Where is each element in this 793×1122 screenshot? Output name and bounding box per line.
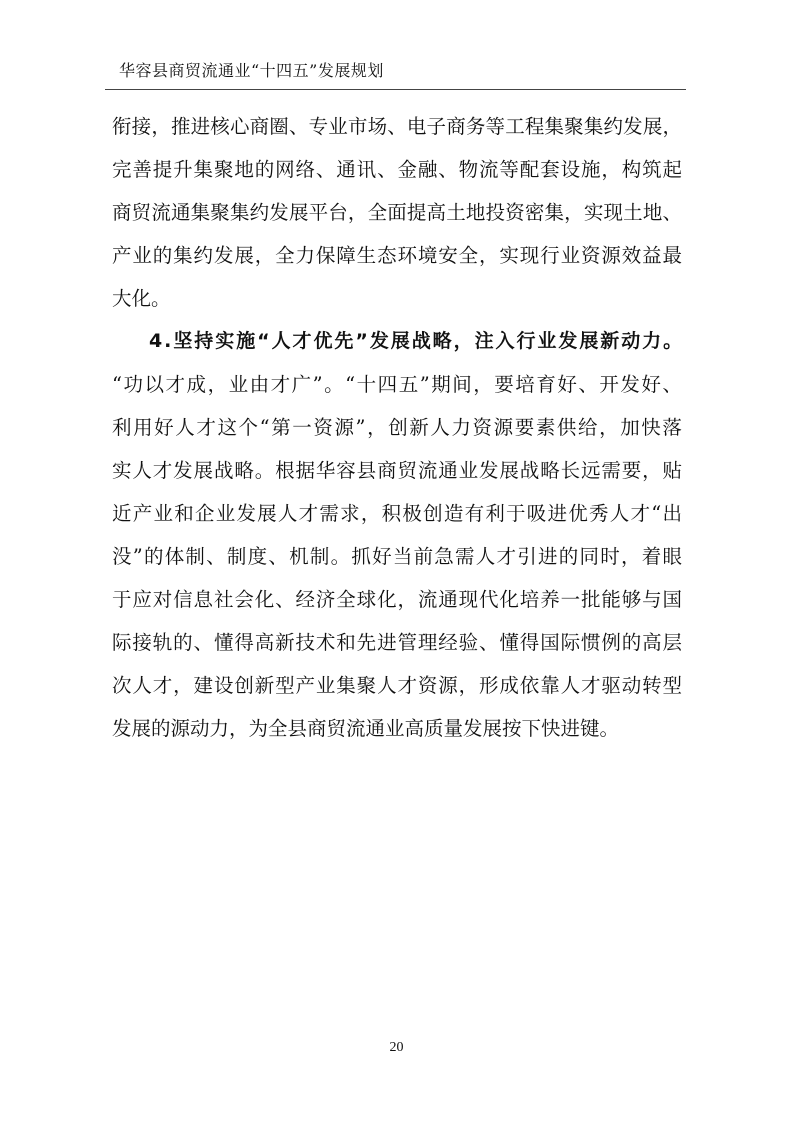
body-text-line: 利用好人才这个“第一资源”，创新人力资源要素供给，加快落 [112, 416, 684, 439]
body-text-line: 实人才发展战略。根据华容县商贸流通业发展战略长远需要，贴 [112, 459, 683, 482]
running-header: 华容县商贸流通业“十四五”发展规划 [119, 61, 384, 80]
body-text-line: 际接轨的、懂得高新技术和先进管理经验、懂得国际惯例的高层 [112, 631, 683, 654]
body-text-line: 次人才，建设创新型产业集聚人才资源，形成依靠人才驱动转型 [112, 674, 683, 697]
body-text-line: 发展的源动力，为全县商贸流通业高质量发展按下快进键。 [112, 717, 620, 740]
body-text-line: 商贸流通集聚集约发展平台，全面提高土地投资密集，实现土地、 [112, 201, 683, 224]
body-text-line: 产业的集约发展，全力保障生态环境安全，实现行业资源效益最 [112, 244, 683, 267]
section-heading-line: 4.坚持实施“人才优先”发展战略，注入行业发展新动力。 [149, 330, 685, 352]
body-text-line: 近产业和企业发展人才需求，积极创造有利于吸进优秀人才“出 [112, 502, 684, 525]
body-text-line: 于应对信息社会化、经济全球化，流通现代化培养一批能够与国 [112, 588, 683, 611]
body-text-line: 没”的体制、制度、机制。抓好当前急需人才引进的同时，着眼 [112, 545, 684, 568]
body-text-line: 衔接，推进核心商圈、专业市场、电子商务等工程集聚集约发展， [112, 115, 683, 138]
body-text-line: “功以才成，业由才广”。“十四五”期间，要培育好、开发好、 [112, 373, 684, 396]
header-divider [105, 89, 686, 90]
body-text-line: 大化。 [112, 287, 171, 310]
body-text-line: 完善提升集聚地的网络、通讯、金融、物流等配套设施，构筑起 [112, 158, 683, 181]
page-number: 20 [389, 1040, 404, 1055]
document-body [112, 105, 685, 750]
